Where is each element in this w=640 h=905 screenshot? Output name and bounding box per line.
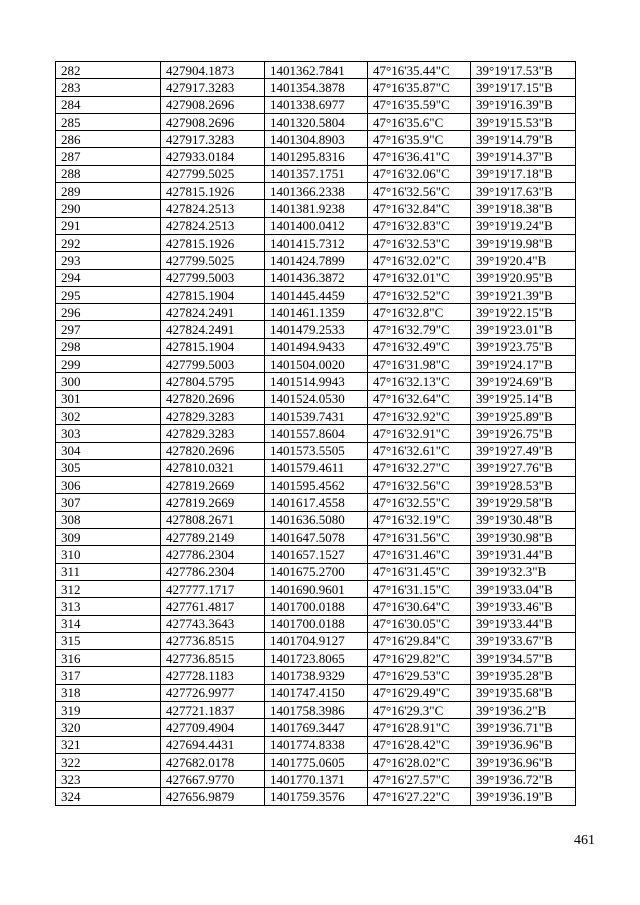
longitude-cell: 39°19'16.39"В	[471, 96, 576, 113]
table-row	[56, 511, 576, 528]
y-coordinate-cell: 1401617.4558	[265, 494, 368, 511]
longitude-cell: 39°19'30.48"В	[471, 511, 576, 528]
longitude-cell: 39°19'14.37"В	[471, 148, 576, 165]
table-row	[56, 165, 576, 182]
y-coordinate-cell: 1401700.0188	[265, 598, 368, 615]
latitude-cell: 47°16'32.79"С	[368, 321, 471, 338]
table-row	[56, 200, 576, 217]
longitude-cell: 39°19'33.46"В	[471, 598, 576, 615]
latitude-cell: 47°16'32.02"С	[368, 252, 471, 269]
latitude-cell: 47°16'32.84"С	[368, 200, 471, 217]
point-number-cell: 322	[56, 753, 161, 770]
longitude-cell: 39°19'36.96"В	[471, 753, 576, 770]
table-row	[56, 529, 576, 546]
x-coordinate-cell: 427815.1904	[161, 286, 265, 303]
x-coordinate-cell: 427829.3283	[161, 407, 265, 424]
y-coordinate-cell: 1401657.1527	[265, 546, 368, 563]
y-coordinate-cell: 1401304.8903	[265, 131, 368, 148]
point-number-cell: 304	[56, 442, 161, 459]
point-number-cell: 293	[56, 252, 161, 269]
point-number-cell: 300	[56, 373, 161, 390]
x-coordinate-cell: 427804.5795	[161, 373, 265, 390]
table-row	[56, 96, 576, 113]
table-row	[56, 598, 576, 615]
y-coordinate-cell: 1401539.7431	[265, 407, 368, 424]
x-coordinate-cell: 427820.2696	[161, 442, 265, 459]
x-coordinate-cell: 427667.9770	[161, 771, 265, 788]
point-number-cell: 302	[56, 407, 161, 424]
point-number-cell: 309	[56, 529, 161, 546]
latitude-cell: 47°16'35.6"С	[368, 113, 471, 130]
y-coordinate-cell: 1401758.3986	[265, 701, 368, 718]
y-coordinate-cell: 1401445.4459	[265, 286, 368, 303]
longitude-cell: 39°19'36.96"В	[471, 736, 576, 753]
x-coordinate-cell: 427777.1717	[161, 580, 265, 597]
point-number-cell: 303	[56, 425, 161, 442]
table-row	[56, 788, 576, 805]
latitude-cell: 47°16'35.9"С	[368, 131, 471, 148]
x-coordinate-cell: 427933.0184	[161, 148, 265, 165]
table-row	[56, 148, 576, 165]
x-coordinate-cell: 427721.1837	[161, 701, 265, 718]
table-row	[56, 425, 576, 442]
y-coordinate-cell: 1401479.2533	[265, 321, 368, 338]
latitude-cell: 47°16'30.64"С	[368, 598, 471, 615]
y-coordinate-cell: 1401770.1371	[265, 771, 368, 788]
latitude-cell: 47°16'35.59"С	[368, 96, 471, 113]
table-row	[56, 546, 576, 563]
longitude-cell: 39°19'36.2"В	[471, 701, 576, 718]
longitude-cell: 39°19'32.3"В	[471, 563, 576, 580]
latitude-cell: 47°16'36.41"С	[368, 148, 471, 165]
point-number-cell: 294	[56, 269, 161, 286]
x-coordinate-cell: 427694.4431	[161, 736, 265, 753]
point-number-cell: 312	[56, 580, 161, 597]
x-coordinate-cell: 427761.4817	[161, 598, 265, 615]
longitude-cell: 39°19'29.58"В	[471, 494, 576, 511]
table-row	[56, 131, 576, 148]
table-row	[56, 79, 576, 96]
y-coordinate-cell: 1401357.1751	[265, 165, 368, 182]
latitude-cell: 47°16'29.53"С	[368, 667, 471, 684]
point-number-cell: 296	[56, 304, 161, 321]
table-row	[56, 580, 576, 597]
x-coordinate-cell: 427786.2304	[161, 546, 265, 563]
latitude-cell: 47°16'29.82"С	[368, 650, 471, 667]
table-row	[56, 442, 576, 459]
x-coordinate-cell: 427789.2149	[161, 529, 265, 546]
latitude-cell: 47°16'32.83"С	[368, 217, 471, 234]
point-number-cell: 306	[56, 477, 161, 494]
table-row	[56, 356, 576, 373]
y-coordinate-cell: 1401775.0605	[265, 753, 368, 770]
x-coordinate-cell: 427799.5025	[161, 252, 265, 269]
longitude-cell: 39°19'20.4"В	[471, 252, 576, 269]
table-row	[56, 373, 576, 390]
table-row	[56, 269, 576, 286]
point-number-cell: 284	[56, 96, 161, 113]
latitude-cell: 47°16'31.98"С	[368, 356, 471, 373]
table-row	[56, 632, 576, 649]
longitude-cell: 39°19'15.53"В	[471, 113, 576, 130]
y-coordinate-cell: 1401436.3872	[265, 269, 368, 286]
table-row	[56, 771, 576, 788]
latitude-cell: 47°16'32.64"С	[368, 390, 471, 407]
latitude-cell: 47°16'30.05"С	[368, 615, 471, 632]
latitude-cell: 47°16'32.06"С	[368, 165, 471, 182]
y-coordinate-cell: 1401738.9329	[265, 667, 368, 684]
y-coordinate-cell: 1401400.0412	[265, 217, 368, 234]
point-number-cell: 299	[56, 356, 161, 373]
longitude-cell: 39°19'34.57"В	[471, 650, 576, 667]
x-coordinate-cell: 427824.2491	[161, 321, 265, 338]
y-coordinate-cell: 1401747.4150	[265, 684, 368, 701]
y-coordinate-cell: 1401354.3878	[265, 79, 368, 96]
table-row	[56, 234, 576, 251]
longitude-cell: 39°19'36.19"В	[471, 788, 576, 805]
longitude-cell: 39°19'23.01"В	[471, 321, 576, 338]
latitude-cell: 47°16'32.55"С	[368, 494, 471, 511]
x-coordinate-cell: 427786.2304	[161, 563, 265, 580]
longitude-cell: 39°19'27.76"В	[471, 459, 576, 476]
latitude-cell: 47°16'32.19"С	[368, 511, 471, 528]
latitude-cell: 47°16'32.53"С	[368, 234, 471, 251]
point-number-cell: 311	[56, 563, 161, 580]
table-row	[56, 252, 576, 269]
latitude-cell: 47°16'32.56"С	[368, 477, 471, 494]
table-row	[56, 217, 576, 234]
table-row	[56, 650, 576, 667]
longitude-cell: 39°19'36.72"В	[471, 771, 576, 788]
point-number-cell: 319	[56, 701, 161, 718]
point-number-cell: 307	[56, 494, 161, 511]
point-number-cell: 324	[56, 788, 161, 805]
longitude-cell: 39°19'35.28"В	[471, 667, 576, 684]
table-row	[56, 494, 576, 511]
latitude-cell: 47°16'29.3"С	[368, 701, 471, 718]
longitude-cell: 39°19'21.39"В	[471, 286, 576, 303]
point-number-cell: 292	[56, 234, 161, 251]
point-number-cell: 323	[56, 771, 161, 788]
point-number-cell: 301	[56, 390, 161, 407]
longitude-cell: 39°19'23.75"В	[471, 338, 576, 355]
longitude-cell: 39°19'19.24"В	[471, 217, 576, 234]
point-number-cell: 289	[56, 183, 161, 200]
longitude-cell: 39°19'27.49"В	[471, 442, 576, 459]
latitude-cell: 47°16'27.22"С	[368, 788, 471, 805]
table-row	[56, 321, 576, 338]
latitude-cell: 47°16'32.92"С	[368, 407, 471, 424]
table-row	[56, 338, 576, 355]
x-coordinate-cell: 427819.2669	[161, 494, 265, 511]
latitude-cell: 47°16'32.61"С	[368, 442, 471, 459]
x-coordinate-cell: 427799.5003	[161, 356, 265, 373]
y-coordinate-cell: 1401320.5804	[265, 113, 368, 130]
x-coordinate-cell: 427656.9879	[161, 788, 265, 805]
latitude-cell: 47°16'32.91"С	[368, 425, 471, 442]
y-coordinate-cell: 1401704.9127	[265, 632, 368, 649]
table-row	[56, 183, 576, 200]
x-coordinate-cell: 427820.2696	[161, 390, 265, 407]
table-row	[56, 62, 576, 79]
table-row	[56, 684, 576, 701]
longitude-cell: 39°19'30.98"В	[471, 529, 576, 546]
point-number-cell: 316	[56, 650, 161, 667]
y-coordinate-cell: 1401381.9238	[265, 200, 368, 217]
point-number-cell: 288	[56, 165, 161, 182]
y-coordinate-cell: 1401366.2338	[265, 183, 368, 200]
table-row	[56, 615, 576, 632]
latitude-cell: 47°16'31.15"С	[368, 580, 471, 597]
longitude-cell: 39°19'22.15"В	[471, 304, 576, 321]
point-number-cell: 290	[56, 200, 161, 217]
latitude-cell: 47°16'28.02"С	[368, 753, 471, 770]
latitude-cell: 47°16'32.01"С	[368, 269, 471, 286]
point-number-cell: 286	[56, 131, 161, 148]
longitude-cell: 39°19'19.98"В	[471, 234, 576, 251]
table-row	[56, 407, 576, 424]
x-coordinate-cell: 427799.5025	[161, 165, 265, 182]
y-coordinate-cell: 1401514.9943	[265, 373, 368, 390]
x-coordinate-cell: 427682.0178	[161, 753, 265, 770]
table-row	[56, 304, 576, 321]
x-coordinate-cell: 427743.3643	[161, 615, 265, 632]
y-coordinate-cell: 1401415.7312	[265, 234, 368, 251]
x-coordinate-cell: 427815.1926	[161, 234, 265, 251]
latitude-cell: 47°16'35.44"С	[368, 62, 471, 79]
point-number-cell: 321	[56, 736, 161, 753]
y-coordinate-cell: 1401494.9433	[265, 338, 368, 355]
table-row	[56, 563, 576, 580]
longitude-cell: 39°19'17.63"В	[471, 183, 576, 200]
point-number-cell: 297	[56, 321, 161, 338]
y-coordinate-cell: 1401759.3576	[265, 788, 368, 805]
x-coordinate-cell: 427917.3283	[161, 131, 265, 148]
y-coordinate-cell: 1401700.0188	[265, 615, 368, 632]
y-coordinate-cell: 1401461.1359	[265, 304, 368, 321]
point-number-cell: 291	[56, 217, 161, 234]
point-number-cell: 282	[56, 62, 161, 79]
table-row	[56, 286, 576, 303]
point-number-cell: 314	[56, 615, 161, 632]
x-coordinate-cell: 427726.9977	[161, 684, 265, 701]
y-coordinate-cell: 1401769.3447	[265, 719, 368, 736]
x-coordinate-cell: 427815.1904	[161, 338, 265, 355]
latitude-cell: 47°16'29.84"С	[368, 632, 471, 649]
x-coordinate-cell: 427824.2491	[161, 304, 265, 321]
point-number-cell: 315	[56, 632, 161, 649]
longitude-cell: 39°19'36.71"В	[471, 719, 576, 736]
longitude-cell: 39°19'24.17"В	[471, 356, 576, 373]
table-row	[56, 667, 576, 684]
longitude-cell: 39°19'26.75"В	[471, 425, 576, 442]
x-coordinate-cell: 427709.4904	[161, 719, 265, 736]
point-number-cell: 313	[56, 598, 161, 615]
y-coordinate-cell: 1401362.7841	[265, 62, 368, 79]
y-coordinate-cell: 1401338.6977	[265, 96, 368, 113]
y-coordinate-cell: 1401573.5505	[265, 442, 368, 459]
x-coordinate-cell: 427736.8515	[161, 650, 265, 667]
x-coordinate-cell: 427808.2671	[161, 511, 265, 528]
coordinates-table-body	[56, 62, 576, 806]
point-number-cell: 320	[56, 719, 161, 736]
x-coordinate-cell: 427904.1873	[161, 62, 265, 79]
y-coordinate-cell: 1401524.0530	[265, 390, 368, 407]
point-number-cell: 298	[56, 338, 161, 355]
latitude-cell: 47°16'32.49"С	[368, 338, 471, 355]
coordinates-table	[55, 61, 576, 806]
longitude-cell: 39°19'18.38"В	[471, 200, 576, 217]
latitude-cell: 47°16'32.13"С	[368, 373, 471, 390]
latitude-cell: 47°16'32.8"С	[368, 304, 471, 321]
longitude-cell: 39°19'31.44"В	[471, 546, 576, 563]
y-coordinate-cell: 1401579.4611	[265, 459, 368, 476]
latitude-cell: 47°16'29.49"С	[368, 684, 471, 701]
point-number-cell: 287	[56, 148, 161, 165]
point-number-cell: 310	[56, 546, 161, 563]
x-coordinate-cell: 427908.2696	[161, 96, 265, 113]
y-coordinate-cell: 1401595.4562	[265, 477, 368, 494]
point-number-cell: 283	[56, 79, 161, 96]
longitude-cell: 39°19'17.15"В	[471, 79, 576, 96]
longitude-cell: 39°19'14.79"В	[471, 131, 576, 148]
x-coordinate-cell: 427728.1183	[161, 667, 265, 684]
table-row	[56, 390, 576, 407]
point-number-cell: 285	[56, 113, 161, 130]
latitude-cell: 47°16'35.87"С	[368, 79, 471, 96]
longitude-cell: 39°19'33.67"В	[471, 632, 576, 649]
y-coordinate-cell: 1401774.8338	[265, 736, 368, 753]
y-coordinate-cell: 1401504.0020	[265, 356, 368, 373]
latitude-cell: 47°16'27.57"С	[368, 771, 471, 788]
longitude-cell: 39°19'17.53"В	[471, 62, 576, 79]
y-coordinate-cell: 1401557.8604	[265, 425, 368, 442]
table-row	[56, 753, 576, 770]
x-coordinate-cell: 427819.2669	[161, 477, 265, 494]
longitude-cell: 39°19'24.69"В	[471, 373, 576, 390]
table-row	[56, 113, 576, 130]
y-coordinate-cell: 1401723.8065	[265, 650, 368, 667]
latitude-cell: 47°16'31.45"С	[368, 563, 471, 580]
latitude-cell: 47°16'32.52"С	[368, 286, 471, 303]
x-coordinate-cell: 427824.2513	[161, 200, 265, 217]
latitude-cell: 47°16'28.42"С	[368, 736, 471, 753]
point-number-cell: 305	[56, 459, 161, 476]
point-number-cell: 295	[56, 286, 161, 303]
y-coordinate-cell: 1401675.2700	[265, 563, 368, 580]
table-row	[56, 736, 576, 753]
latitude-cell: 47°16'32.56"С	[368, 183, 471, 200]
longitude-cell: 39°19'28.53"В	[471, 477, 576, 494]
longitude-cell: 39°19'35.68"В	[471, 684, 576, 701]
point-number-cell: 308	[56, 511, 161, 528]
x-coordinate-cell: 427824.2513	[161, 217, 265, 234]
x-coordinate-cell: 427799.5003	[161, 269, 265, 286]
latitude-cell: 47°16'32.27"С	[368, 459, 471, 476]
longitude-cell: 39°19'33.04"В	[471, 580, 576, 597]
longitude-cell: 39°19'25.14"В	[471, 390, 576, 407]
longitude-cell: 39°19'17.18"В	[471, 165, 576, 182]
point-number-cell: 318	[56, 684, 161, 701]
x-coordinate-cell: 427810.0321	[161, 459, 265, 476]
longitude-cell: 39°19'20.95"В	[471, 269, 576, 286]
page-number: 461	[574, 833, 595, 848]
y-coordinate-cell: 1401295.8316	[265, 148, 368, 165]
table-row	[56, 477, 576, 494]
table-row	[56, 719, 576, 736]
latitude-cell: 47°16'28.91"С	[368, 719, 471, 736]
longitude-cell: 39°19'33.44"В	[471, 615, 576, 632]
point-number-cell: 317	[56, 667, 161, 684]
x-coordinate-cell: 427829.3283	[161, 425, 265, 442]
x-coordinate-cell: 427908.2696	[161, 113, 265, 130]
latitude-cell: 47°16'31.56"С	[368, 529, 471, 546]
table-row	[56, 701, 576, 718]
x-coordinate-cell: 427815.1926	[161, 183, 265, 200]
y-coordinate-cell: 1401424.7899	[265, 252, 368, 269]
y-coordinate-cell: 1401636.5080	[265, 511, 368, 528]
longitude-cell: 39°19'25.89"В	[471, 407, 576, 424]
latitude-cell: 47°16'31.46"С	[368, 546, 471, 563]
x-coordinate-cell: 427736.8515	[161, 632, 265, 649]
y-coordinate-cell: 1401690.9601	[265, 580, 368, 597]
x-coordinate-cell: 427917.3283	[161, 79, 265, 96]
y-coordinate-cell: 1401647.5078	[265, 529, 368, 546]
table-row	[56, 459, 576, 476]
